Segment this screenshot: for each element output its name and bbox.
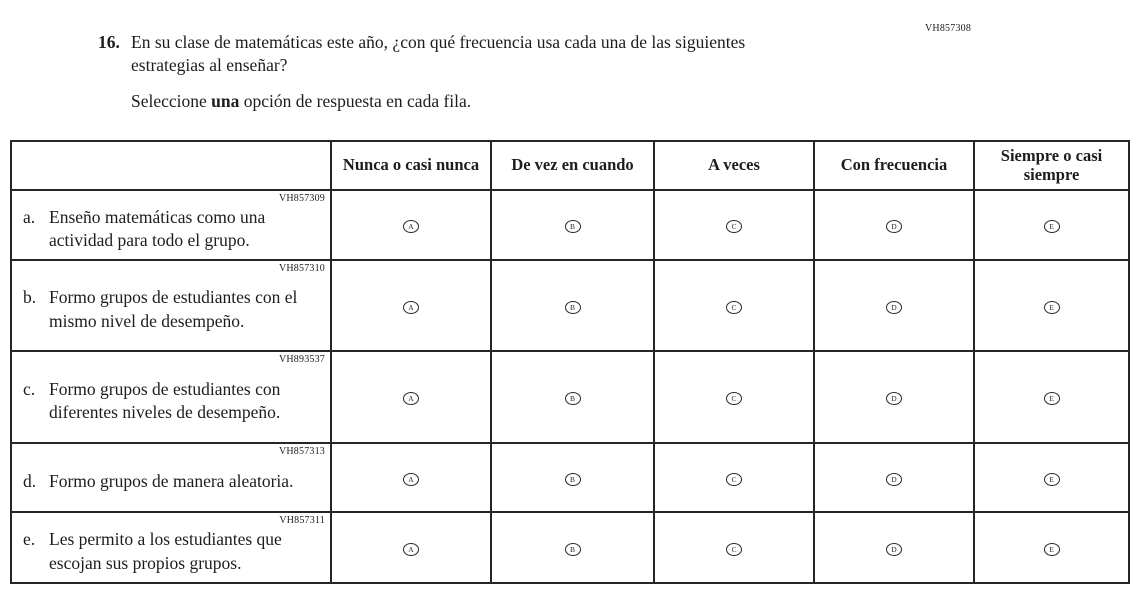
row-statement-c: Formo grupos de estudiantes con diferentes niveles de desempeño. bbox=[49, 378, 281, 422]
option-bubble-e-E[interactable]: E bbox=[1044, 543, 1060, 556]
stem-cell-b bbox=[11, 260, 331, 351]
answer-cell bbox=[331, 260, 491, 351]
answer-cell bbox=[974, 190, 1129, 260]
row-letter-a: a. bbox=[23, 206, 36, 227]
row-letter-c: c. bbox=[23, 378, 36, 399]
row-letter-b: b. bbox=[23, 287, 37, 307]
column-header-siempre: Siempre o casi siempre bbox=[974, 141, 1129, 190]
column-header-nunca: Nunca o casi nunca bbox=[331, 141, 491, 190]
row-letter-d: d. bbox=[23, 470, 37, 491]
answer-cell bbox=[654, 512, 814, 583]
answer-cell bbox=[331, 351, 491, 443]
question-number: 16. bbox=[98, 32, 120, 52]
answer-cell bbox=[814, 512, 974, 583]
column-header-con-frecuencia: Con frecuencia bbox=[814, 141, 974, 190]
instruction-prefix: Seleccione bbox=[131, 91, 212, 111]
option-bubble-b-A[interactable]: A bbox=[403, 301, 419, 314]
answer-cell bbox=[654, 260, 814, 351]
row-letter-e: e. bbox=[23, 529, 36, 549]
option-bubble-b-C[interactable]: C bbox=[726, 301, 742, 314]
option-bubble-b-D[interactable]: D bbox=[886, 301, 902, 314]
item-code-d: VH857313 bbox=[278, 446, 325, 457]
option-bubble-d-D[interactable]: D bbox=[886, 473, 902, 486]
stem-cell-a bbox=[11, 190, 331, 260]
answer-cell bbox=[814, 190, 974, 260]
option-bubble-c-D[interactable]: D bbox=[886, 392, 902, 405]
stem-cell-d bbox=[11, 443, 331, 512]
option-bubble-c-A[interactable]: A bbox=[403, 392, 419, 405]
option-bubble-e-C[interactable]: C bbox=[726, 543, 742, 556]
option-bubble-a-A[interactable]: A bbox=[403, 220, 419, 233]
column-header-de-vez-en-cuando: De vez en cuando bbox=[491, 141, 654, 190]
option-bubble-e-D[interactable]: D bbox=[886, 543, 902, 556]
option-bubble-b-E[interactable]: E bbox=[1044, 301, 1060, 314]
option-bubble-a-D[interactable]: D bbox=[886, 220, 902, 233]
option-bubble-b-B[interactable]: B bbox=[565, 301, 581, 314]
option-bubble-d-C[interactable]: C bbox=[726, 473, 742, 486]
row-statement-e: Les permito a los estudiantes que escojan sus propios grupos. bbox=[49, 529, 282, 573]
item-code-c: VH893537 bbox=[278, 354, 325, 365]
option-bubble-d-A[interactable]: A bbox=[403, 473, 419, 486]
header-row bbox=[11, 141, 1129, 190]
answer-cell bbox=[974, 512, 1129, 583]
item-code-b: VH857310 bbox=[278, 263, 325, 274]
question-text bbox=[131, 31, 908, 77]
question-text-line2: estrategias al enseñar? bbox=[131, 55, 288, 75]
table-row-d bbox=[11, 443, 1129, 512]
stem-cell-e bbox=[11, 512, 331, 583]
option-bubble-c-E[interactable]: E bbox=[1044, 392, 1060, 405]
answer-cell bbox=[974, 443, 1129, 512]
option-bubble-d-B[interactable]: B bbox=[565, 473, 581, 486]
answer-cell bbox=[654, 443, 814, 512]
answer-cell bbox=[654, 351, 814, 443]
answer-cell bbox=[331, 190, 491, 260]
option-bubble-a-E[interactable]: E bbox=[1044, 220, 1060, 233]
instruction-emphasis: una bbox=[211, 91, 240, 111]
answer-cell bbox=[491, 190, 654, 260]
row-statement-d: Formo grupos de manera aleatoria. bbox=[49, 470, 294, 491]
answer-cell bbox=[654, 190, 814, 260]
answer-cell bbox=[974, 260, 1129, 351]
table-row-c bbox=[11, 351, 1129, 443]
answer-cell bbox=[491, 443, 654, 512]
answer-cell bbox=[814, 351, 974, 443]
answer-cell bbox=[331, 512, 491, 583]
row-statement-b: Formo grupos de estudiantes con el mismo nivel de desempeño. bbox=[49, 287, 298, 331]
answer-cell bbox=[491, 351, 654, 443]
question-block bbox=[98, 31, 908, 112]
item-code-e: VH857311 bbox=[279, 515, 325, 526]
question-instruction bbox=[131, 91, 908, 112]
answer-cell bbox=[491, 260, 654, 351]
option-bubble-e-B[interactable]: B bbox=[565, 543, 581, 556]
option-bubble-a-C[interactable]: C bbox=[726, 220, 742, 233]
item-code-a: VH857309 bbox=[278, 193, 325, 204]
option-bubble-a-B[interactable]: B bbox=[565, 220, 581, 233]
table-row-a bbox=[11, 190, 1129, 260]
row-statement-a: Enseño matemáticas como una actividad para todo el grupo. bbox=[49, 206, 266, 250]
question-accession-code: VH857308 bbox=[925, 23, 972, 34]
instruction-suffix: opción de respuesta en cada fila. bbox=[239, 91, 472, 111]
option-bubble-c-C[interactable]: C bbox=[726, 392, 742, 405]
table-row-e bbox=[11, 512, 1129, 583]
option-bubble-e-A[interactable]: A bbox=[403, 543, 419, 556]
answer-cell bbox=[491, 512, 654, 583]
answer-cell bbox=[974, 351, 1129, 443]
column-header-a-veces: A veces bbox=[654, 141, 814, 190]
option-bubble-c-B[interactable]: B bbox=[565, 392, 581, 405]
answer-cell bbox=[814, 260, 974, 351]
table-row-b bbox=[11, 260, 1129, 351]
empty-header-cell bbox=[11, 141, 331, 190]
response-grid bbox=[10, 140, 1130, 584]
question-text-line1: En su clase de matemáticas este año, ¿con qué frecuencia usa cada una de las siguientes bbox=[131, 32, 746, 52]
answer-cell bbox=[814, 443, 974, 512]
option-bubble-d-E[interactable]: E bbox=[1044, 473, 1060, 486]
stem-cell-c bbox=[11, 351, 331, 443]
answer-cell bbox=[331, 443, 491, 512]
